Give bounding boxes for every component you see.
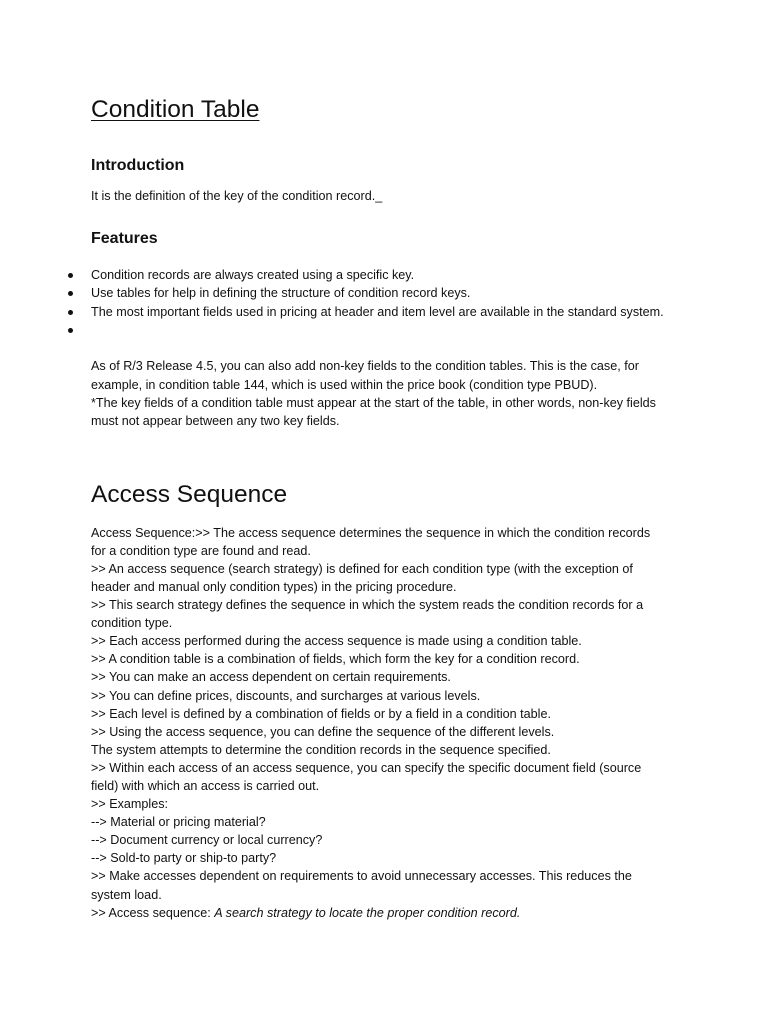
feature-item <box>91 266 681 284</box>
access-sequence-line: for a condition type are found and read. <box>91 543 311 558</box>
condition-table-title: Condition Table <box>91 96 260 123</box>
access-sequence-line: >> Each access performed during the access sequence is made using a condition table. <box>91 634 582 649</box>
access-sequence-line: >> Within each access of an access sequence, you can specify the specific document field (source <box>91 760 642 775</box>
access-sequence-body <box>91 524 681 922</box>
feature-text: As of R/3 Release 4.5, you can also add non-key fields to the condition tables. This is the case, for example, in condition table 144, which is used within the price book (condition type PBUD). *The key fields of a condition table must appear at the start of the table, in other words, non-key fields must not appear between any two key fields. <box>91 359 656 429</box>
feature-text: Condition records are always created using a specific key. <box>91 268 415 282</box>
access-sequence-line: >> Examples: <box>91 797 169 812</box>
bullet-icon <box>68 291 73 296</box>
access-sequence-line: >> You can make an access dependent on certain requirements. <box>91 670 451 685</box>
access-sequence-line: header and manual only condition types) in the pricing procedure. <box>91 579 457 594</box>
bullet-icon <box>68 273 73 278</box>
features-list <box>91 266 681 431</box>
access-sequence-line: >> Each level is defined by a combination of fields or by a field in a condition table. <box>91 706 551 721</box>
feature-text: Use tables for help in defining the structure of condition record keys. <box>91 286 471 301</box>
feature-text: The most important fields used in pricing at header and item level are available in the standard system. <box>91 304 664 319</box>
access-sequence-line: --> Document currency or local currency? <box>91 833 323 848</box>
access-sequence-line: --> Material or pricing material? <box>91 815 266 830</box>
access-sequence-line: --> Sold-to party or ship-to party? <box>91 851 277 866</box>
bullet-icon <box>68 328 73 333</box>
access-sequence-line: >> A condition table is a combination of fields, which form the key for a condition record. <box>91 652 580 667</box>
access-sequence-line: system load. <box>91 887 162 902</box>
access-sequence-line: field) with which an access is carried out. <box>91 778 320 793</box>
introduction-heading: Introduction <box>91 157 185 174</box>
access-sequence-line: The system attempts to determine the condition records in the sequence specified. <box>91 742 551 757</box>
access-sequence-line: >> Using the access sequence, you can define the sequence of the different levels. <box>91 724 555 739</box>
introduction-text: It is the definition of the key of the condition record._ <box>91 189 383 203</box>
feature-item <box>91 284 681 302</box>
access-sequence-title: Access Sequence <box>91 480 288 508</box>
feature-item <box>91 321 681 431</box>
features-heading: Features <box>91 230 158 247</box>
document-content <box>91 94 681 922</box>
access-sequence-line: condition type. <box>91 616 173 631</box>
access-sequence-last-line <box>91 904 681 922</box>
access-sequence-line: >> An access sequence (search strategy) is defined for each condition type (with the exception of <box>91 561 633 576</box>
access-sequence-line: >> This search strategy defines the sequence in which the system reads the condition records for a <box>91 598 644 613</box>
access-sequence-definition-label: >> Access sequence: <box>91 905 215 920</box>
access-sequence-definition-text: A search strategy to locate the proper condition record. <box>214 905 521 920</box>
bullet-icon <box>68 310 73 315</box>
access-sequence-line: >> Make accesses dependent on requirements to avoid unnecessary accesses. This reduces the <box>91 869 632 884</box>
access-sequence-line: >> You can define prices, discounts, and surcharges at various levels. <box>91 688 481 703</box>
access-sequence-line: Access Sequence:>> The access sequence determines the sequence in which the condition records <box>91 525 651 540</box>
feature-item <box>91 303 681 321</box>
